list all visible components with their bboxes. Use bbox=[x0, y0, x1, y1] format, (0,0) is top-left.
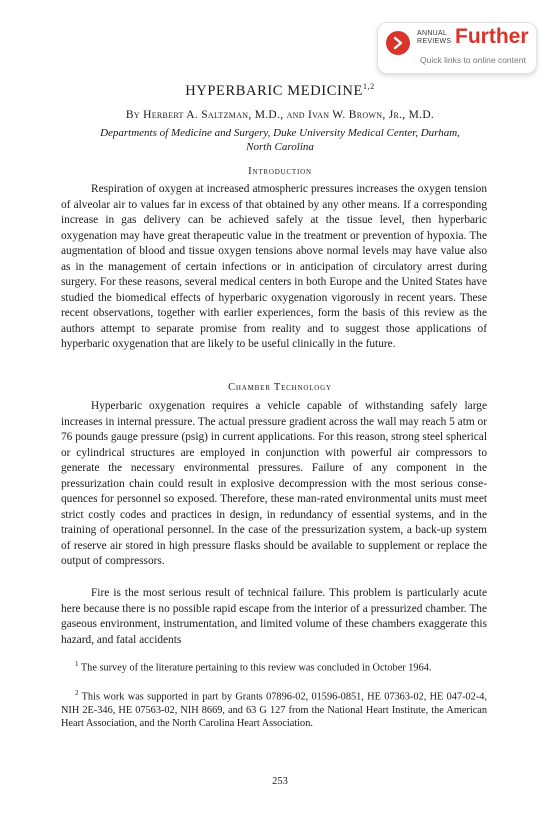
footnote-1: $^1$ The survey of the literature pertaining to this review was concluded in October 1964. bbox=[75, 660, 432, 674]
paragraph-chamber-technology-2: Fire is the most serious result of technical failure. This problem is particularly acute here because there is no possible rapid escape from the interior of a pressurized chamber. The gaseous environment, instrumentation, and limited volume of these chambers exaggerate this hazard, and fatal accidents bbox=[61, 587, 487, 646]
badge-subtitle: Quick links to online content bbox=[420, 55, 526, 65]
section-heading-introduction: Introduction bbox=[248, 166, 312, 177]
badge-further-label: Further bbox=[455, 25, 529, 48]
paragraph-introduction: Respiration of oxygen at increased atmospheric pressures increases the oxygen tension of alveolar air to values far in excess of that obtained by any other means. If a corresponding increase in gas delivery can be achieved safely at the tissue level, then hyperbaric oxygenation may have great therapeutic value in the treatment or prevention of hypoxia. The augmentation of blood and tissue oxygen tensions above normal levels may have value also as in the management of certain infections or in anticipation of circulatory arrest during surgery. For these reasons, several medical centers in both Europe and the United States have studied the biomedical effects of hyperbaric oxygenation vigorously in recent years. These recent observations, together with earlier experiences, form the basis of this review as the authors attempt to separate promise from reality and to suggest those applications of hyperbaric oxygenation that are likely to be useful clinically in the future. bbox=[61, 183, 487, 351]
author-brown: Ivan W. Brown, Jr. bbox=[307, 109, 403, 121]
arrow-icon bbox=[386, 31, 410, 55]
title-footnote-marks: 1,2 bbox=[362, 82, 375, 91]
article-title: HYPERBARIC MEDICINE$^{1,2}$ bbox=[185, 82, 375, 99]
badge-annual-reviews-label: ANNUAL REVIEWS bbox=[417, 30, 452, 45]
section-heading-chamber-technology: Chamber Technology bbox=[228, 382, 332, 393]
footnote-2: $^2$ This work was supported in part by Grants 07896-02, 01596-0851, HE 07363-02, HE 047-02-4, NIH 2E-346, HE 07563-02, NIH 8669, and 63 G 127 from the National Heart Institute, the American Heart Association, and the North Carolina Heart Association. bbox=[61, 689, 487, 729]
author-saltzman: Herbert A. Saltzman bbox=[143, 109, 249, 121]
paragraph-chamber-technology-1: Hyperbaric oxygenation requires a vehicle capable of withstanding safely large increases in internal pressure. The actual pressure gradient across the wall may reach 5 atm or 76 pounds gauge pressure (psig) in current applications. For this reason, strong steel spherical or cylindrical structures are employed in conjunction with powerful air compressors to generate the necessary environmental pressures. Failure of any component in the pressurization chain could result in explosive decompression with the most serious consequences for personnel so exposed. Therefore, these man-rated environmental units must meet strict costly codes and practices in design, in redundancy of essential systems, and in the training of operational personnel. In the case of the pressurization system, a back-up system of reserve air stored in high pressure flasks should be available to supplement or replace the output of compressors. bbox=[61, 400, 487, 568]
further-badge[interactable] bbox=[377, 22, 537, 74]
affiliation: Departments of Medicine and Surgery, Duke University Medical Center, Durham, North Carolina bbox=[100, 127, 460, 153]
page-number: 253 bbox=[272, 776, 288, 787]
author-line: By Herbert A. Saltzman, M.D., and Ivan W. Brown, Jr., M.D. bbox=[125, 109, 435, 121]
